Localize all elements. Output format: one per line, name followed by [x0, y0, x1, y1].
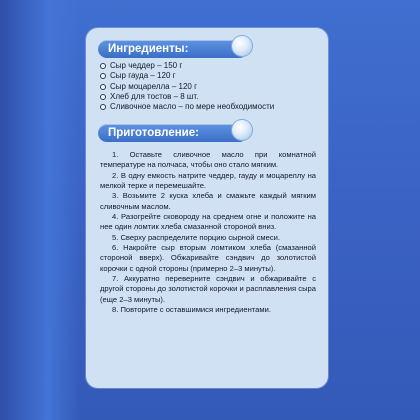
method-steps — [100, 150, 316, 316]
list-item — [100, 82, 274, 92]
list-item — [100, 102, 274, 112]
step-text: 4. Разогрейте сковороду на среднем огне и положите на нее один ломтик хлеба смазанной стороной вниз. — [100, 212, 316, 232]
recipe-card — [86, 28, 328, 388]
method-title: Приготовление: — [108, 127, 199, 139]
step-text: 1. Оставьте сливочное масло при комнатной температуре на полчаса, чтобы оно стало мягким. — [100, 150, 316, 170]
circle-bullet-icon — [100, 73, 106, 79]
circle-bullet-icon — [100, 94, 106, 100]
circle-bullet-icon — [100, 63, 106, 69]
bubble-icon — [232, 120, 252, 140]
circle-bullet-icon — [100, 104, 106, 110]
circle-bullet-icon — [100, 84, 106, 90]
ingredients-header — [98, 40, 248, 58]
step-text: 8. Повторите с оставшимися ингредиентами. — [112, 305, 271, 315]
bubble-icon — [232, 36, 252, 56]
ingredient-text: Сыр гауда – 120 г — [110, 71, 176, 81]
method-header — [98, 124, 248, 142]
ingredient-text: Хлеб для тостов – 8 шт. — [110, 91, 199, 101]
step-text: 6. Накройте сыр вторым ломтиком хлеба (смазанной стороной вверх). Обжаривайте сэндвич до золотистой корочки с одной стороны (примерно 2–3 минуты). — [100, 243, 316, 273]
ingredient-text: Сыр моцарелла – 120 г — [110, 81, 197, 91]
ingredients-title: Ингредиенты: — [108, 43, 189, 55]
ingredient-text: Сыр чеддер – 150 г — [110, 61, 183, 70]
book-spine — [0, 0, 80, 420]
ingredients-list — [100, 61, 274, 112]
list-item — [100, 92, 274, 102]
step-text: 3. Возьмите 2 куска хлеба и смажьте каждый мягким сливочным маслом. — [100, 191, 316, 211]
ingredient-text: Сливочное масло – по мере необходимости — [110, 102, 275, 112]
list-item — [100, 71, 274, 81]
step-text: 7. Аккуратно переверните сэндвич и обжаривайте с другой стороны до золотистой корочки и расплавления сыра (еще 2–3 минуты). — [100, 274, 316, 304]
step-text: 5. Сверху распределите порцию сырной смеси. — [112, 232, 280, 242]
step-text: 2. В одну емкость натрите чеддер, гауду и моцареллу на мелкой терке и перемешайте. — [100, 170, 316, 191]
list-item — [100, 61, 274, 71]
